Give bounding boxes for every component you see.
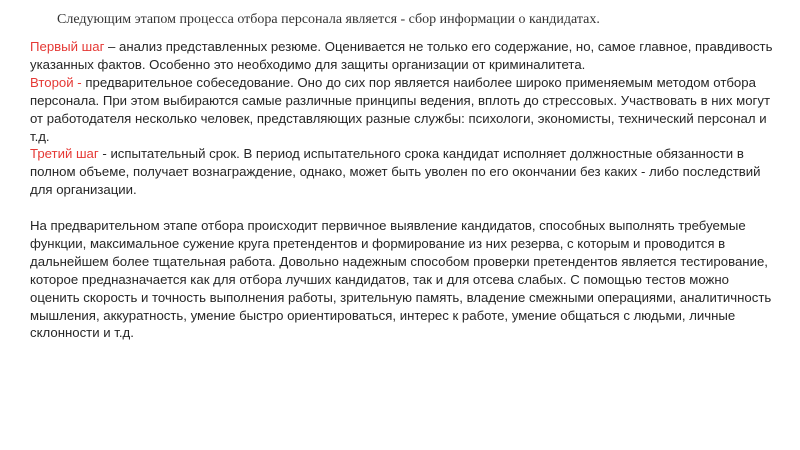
paragraph-spacer <box>30 199 782 217</box>
step-second-label: Второй - <box>30 74 82 90</box>
step-second-text: предварительное собеседование. Оно до сих пор является наиболее широко применяемым методом отбора персонала. При этом выбираются самые различные принципы ведения, вплоть до стрессовых. Участвовать в них могут от работодателя несколько человек, представляющих разные службы: психологи, экономисты, технический персонал и т.д. <box>30 74 771 144</box>
step-first <box>30 38 782 74</box>
step-second <box>30 74 782 146</box>
step-third <box>30 145 782 199</box>
summary-paragraph: На предварительном этапе отбора происходит первичное выявление кандидатов, способных выполнять требуемые функции, максимальное сужение круга претендентов и формирование из них резерва, с которым и проводится в дальнейшем более тщательная работа. Довольно надежным способом проверки претендентов является тестирование, которое предназначается как для отбора лучших кандидатов, так и для отсева слабых. С помощью тестов можно оценить скорость и точность выполнения работы, зрительную память, владение смежными операциями, аналитичность мышления, аккуратность, умение быстро ориентироваться, интерес к работе, умение общаться с людьми, личные склонности и т.д. <box>30 218 772 341</box>
step-third-label: Третий шаг <box>30 146 99 162</box>
step-third-text: - испытательный срок. В период испытательного срока кандидат исполняет должностные обязанности в полном объеме, получает вознаграждение, однако, может быть уволен по его окончании без каких - либо последствий для организации. <box>30 146 761 198</box>
step-first-label: Первый шаг <box>30 39 105 54</box>
slide-title: Следующим этапом процесса отбора персонала является - сбор информации о кандидатах. <box>57 12 600 27</box>
slide-body <box>30 38 782 342</box>
step-first-text: – анализ представленных резюме. Оценивается не только его содержание, но, самое главное, правдивость указанных фактов. Особенно это необходимо для защиты организации от криминалитета. <box>30 39 773 72</box>
